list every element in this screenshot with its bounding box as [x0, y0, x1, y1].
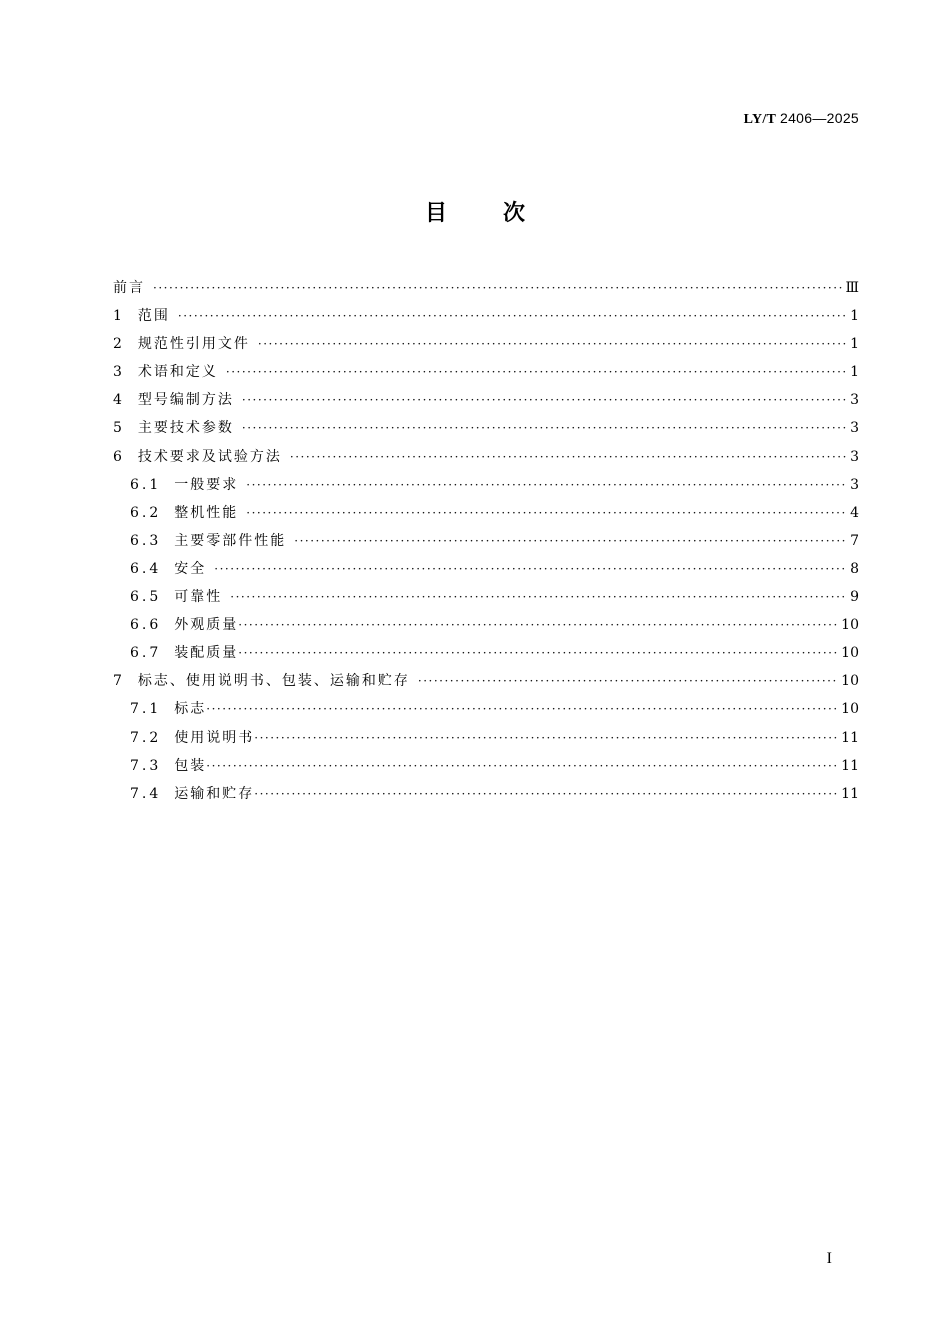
toc-entry[interactable] [113, 361, 859, 389]
toc-entry-page: 11 [841, 729, 859, 746]
toc-entry-label: 主要技术参数 [137, 420, 234, 437]
toc-leader-dots [246, 502, 847, 524]
toc-entry-page: 11 [841, 785, 859, 802]
toc-entry-number: 6 [113, 448, 124, 465]
toc-entry-page: 10 [841, 701, 859, 718]
toc-entry-label: 整机性能 [174, 504, 239, 521]
toc-entry-label: 一般要求 [174, 476, 239, 493]
toc-entry-page: 11 [841, 757, 859, 774]
toc-leader-dots [254, 783, 838, 805]
toc-entry-number: 7.3 [130, 757, 162, 774]
toc-entry-number: 3 [113, 364, 124, 381]
toc-entry-label: 范围 [137, 308, 170, 325]
toc-entry-label: 标志、使用说明书、包装、运输和贮存 [137, 673, 410, 690]
toc-entry-page: 3 [850, 392, 859, 409]
toc-leader-dots [153, 277, 842, 299]
toc-entry[interactable] [113, 277, 859, 305]
toc-entry[interactable] [113, 727, 859, 755]
toc-entry-page: 10 [841, 673, 859, 690]
toc-entry[interactable] [113, 642, 859, 670]
toc-leader-dots [290, 446, 847, 468]
page-number: I [826, 1250, 832, 1267]
toc-entry-label: 包装 [174, 757, 207, 774]
toc-entry-number: 6.1 [130, 476, 162, 493]
toc-leader-dots [418, 670, 838, 692]
toc-entry-page: 3 [850, 476, 859, 493]
toc-entry-label: 术语和定义 [137, 364, 218, 381]
toc-entry-number: 6.2 [130, 504, 162, 521]
toc-entry[interactable] [113, 502, 859, 530]
toc-entry-number: 6.4 [130, 560, 162, 577]
toc-entry[interactable] [113, 333, 859, 361]
toc-entry-page: 7 [850, 532, 859, 549]
toc-entry-page: 4 [850, 504, 859, 521]
toc-entry-page: Ⅲ [845, 280, 859, 296]
toc-entry[interactable] [113, 670, 859, 698]
toc-entry[interactable] [113, 417, 859, 445]
toc-entry-label: 使用说明书 [174, 729, 255, 746]
toc-leader-dots [238, 642, 838, 664]
toc-entry[interactable] [113, 305, 859, 333]
toc-entry[interactable] [113, 389, 859, 417]
toc-leader-dots [206, 698, 838, 720]
toc-entry-number: 2 [113, 336, 124, 353]
toc-leader-dots [238, 614, 838, 636]
document-code-number: 2406—2025 [780, 110, 859, 126]
toc-entry-label: 主要零部件性能 [174, 532, 287, 549]
toc-entry[interactable] [113, 446, 859, 474]
toc-leader-dots [242, 417, 847, 439]
toc-entry[interactable] [113, 698, 859, 726]
toc-leader-dots [294, 530, 847, 552]
toc-leader-dots [214, 558, 847, 580]
toc-entry-label: 标志 [174, 701, 207, 718]
toc-entry-number: 4 [113, 392, 124, 409]
toc-entry-label: 型号编制方法 [137, 392, 234, 409]
toc-entry-label: 前言 [113, 280, 145, 296]
document-code [744, 110, 859, 128]
toc-leader-dots [226, 361, 847, 383]
table-of-contents [113, 277, 859, 811]
toc-entry-number: 7 [113, 673, 124, 690]
toc-title: 目次 [424, 201, 581, 226]
toc-entry-label: 规范性引用文件 [137, 336, 250, 353]
toc-entry-number: 6.6 [130, 617, 162, 634]
toc-entry-page: 8 [850, 560, 859, 577]
toc-leader-dots [206, 755, 838, 777]
toc-entry[interactable] [113, 530, 859, 558]
toc-entry[interactable] [113, 586, 859, 614]
toc-leader-dots [178, 305, 847, 327]
toc-entry-number: 5 [113, 420, 124, 437]
toc-leader-dots [242, 389, 847, 411]
toc-leader-dots [246, 474, 847, 496]
toc-entry-page: 1 [850, 336, 859, 353]
toc-leader-dots [258, 333, 847, 355]
toc-entry-label: 技术要求及试验方法 [137, 448, 282, 465]
toc-entry-page: 10 [841, 617, 859, 634]
toc-entry-page: 1 [850, 308, 859, 325]
toc-entry-label: 装配质量 [174, 645, 239, 662]
toc-entry[interactable] [113, 614, 859, 642]
document-code-prefix: LY/T [743, 112, 777, 127]
toc-entry-page: 3 [850, 448, 859, 465]
toc-entry[interactable] [113, 474, 859, 502]
toc-entry-page: 10 [841, 645, 859, 662]
toc-leader-dots [230, 586, 847, 608]
toc-entry-page: 9 [850, 589, 859, 606]
toc-leader-dots [254, 727, 838, 749]
toc-entry-page: 1 [850, 364, 859, 381]
toc-entry-label: 可靠性 [174, 589, 223, 606]
toc-entry-number: 6.7 [130, 645, 162, 662]
toc-entry-number: 7.4 [130, 785, 162, 802]
toc-entry[interactable] [113, 558, 859, 586]
toc-entry-number: 6.5 [130, 589, 162, 606]
toc-entry-label: 外观质量 [174, 617, 239, 634]
toc-entry[interactable] [113, 783, 859, 811]
toc-entry-number: 7.2 [130, 729, 162, 746]
toc-entry[interactable] [113, 755, 859, 783]
toc-entry-number: 1 [113, 308, 124, 325]
toc-entry-label: 运输和贮存 [174, 785, 255, 802]
toc-entry-number: 6.3 [130, 532, 162, 549]
toc-entry-label: 安全 [174, 560, 207, 577]
toc-entry-page: 3 [850, 420, 859, 437]
toc-entry-number: 7.1 [130, 701, 162, 718]
